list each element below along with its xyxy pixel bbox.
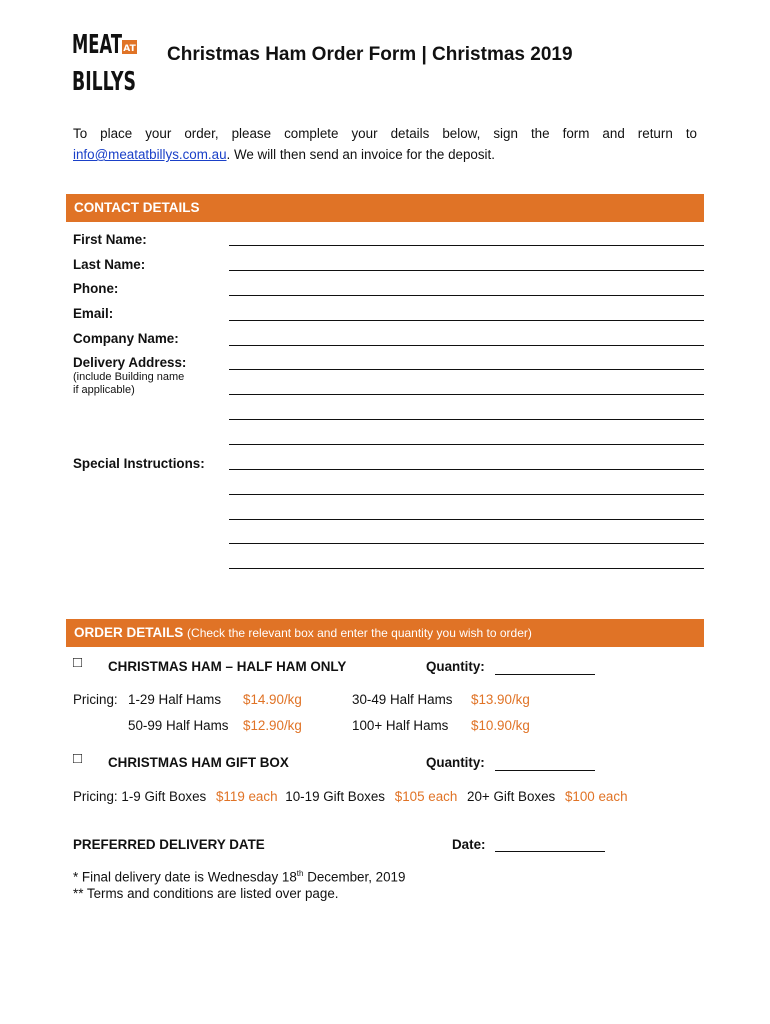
gift-box-quantity-field[interactable] — [495, 770, 595, 771]
gift-box-label: CHRISTMAS HAM GIFT BOX — [108, 755, 289, 770]
special-instructions-field-3[interactable] — [229, 519, 704, 520]
first-name-label: First Name: — [73, 232, 147, 247]
half-ham-quantity-label: Quantity: — [426, 659, 485, 674]
last-name-field[interactable] — [229, 270, 704, 271]
gift-box-price-1: $119 each — [215, 789, 278, 804]
email-link[interactable]: info@meatatbillys.com.au — [73, 147, 227, 162]
half-ham-pricing-label: Pricing: — [73, 692, 118, 707]
delivery-address-note — [73, 371, 184, 397]
meat-at-billys-logo — [72, 26, 138, 96]
half-ham-price-3: $12.90/kg — [243, 718, 302, 733]
delivery-address-field-2[interactable] — [229, 394, 704, 395]
intro-text-after: . We will then send an invoice for the deposit. — [226, 147, 495, 162]
special-instructions-label: Special Instructions: — [73, 456, 205, 471]
delivery-date-field[interactable] — [495, 851, 605, 852]
half-ham-tier-2: 30-49 Half Hams — [352, 692, 453, 707]
email-label: Email: — [73, 306, 114, 321]
half-ham-tier-4: 100+ Half Hams — [352, 718, 449, 733]
special-instructions-field-4[interactable] — [229, 543, 704, 544]
gift-box-pricing-row — [73, 789, 628, 804]
footnote-1-sup: th — [296, 869, 304, 878]
gift-box-price-2: $105 each — [394, 789, 458, 804]
form-title: Christmas Ham Order Form | Christmas 2019 — [167, 44, 573, 65]
svg-text:BILLYS: BILLYS — [72, 67, 136, 96]
delivery-note-line2: if applicable) — [73, 384, 135, 396]
footnote-terms: ** Terms and conditions are listed over page. — [73, 886, 339, 901]
date-label: Date: — [452, 837, 486, 852]
gift-box-checkbox[interactable]: □ — [73, 750, 83, 767]
footnote-1-before: * Final delivery date is Wednesday 18 — [73, 869, 297, 885]
email-field[interactable] — [229, 320, 704, 321]
gift-box-tier-1: 1-9 Gift Boxes — [121, 789, 207, 804]
half-ham-quantity-field[interactable] — [495, 674, 595, 675]
half-ham-checkbox[interactable]: □ — [73, 654, 83, 671]
half-ham-tier-3: 50-99 Half Hams — [128, 718, 229, 733]
order-details-header — [66, 619, 704, 647]
svg-text:AT: AT — [123, 44, 136, 54]
phone-field[interactable] — [229, 295, 704, 296]
half-ham-tier-1: 1-29 Half Hams — [128, 692, 222, 707]
delivery-address-field-4[interactable] — [229, 444, 704, 445]
special-instructions-field-1[interactable] — [229, 469, 704, 470]
half-ham-price-2: $13.90/kg — [471, 692, 530, 707]
gift-box-tier-3: 20+ Gift Boxes — [467, 789, 556, 804]
delivery-note-line1: (include Building name — [73, 371, 185, 383]
contact-details-header — [66, 194, 704, 222]
last-name-label: Last Name: — [73, 257, 146, 272]
order-details-title: ORDER DETAILS — [74, 625, 184, 640]
gift-box-price-3: $100 each — [564, 789, 628, 804]
phone-label: Phone: — [73, 281, 119, 296]
half-ham-price-1: $14.90/kg — [243, 692, 302, 707]
contact-details-title: CONTACT DETAILS — [74, 200, 200, 215]
order-details-note: (Check the relevant box and enter the quantity you wish to order) — [187, 626, 532, 640]
half-ham-label: CHRISTMAS HAM – HALF HAM ONLY — [108, 659, 347, 674]
company-name-label: Company Name: — [73, 331, 179, 346]
footnote-final-delivery — [73, 869, 405, 884]
preferred-delivery-date-label: PREFERRED DELIVERY DATE — [73, 837, 265, 852]
intro-text-before: To place your order, please complete your details below, sign the form and return to — [73, 126, 697, 141]
first-name-field[interactable] — [229, 245, 704, 246]
special-instructions-field-2[interactable] — [229, 494, 704, 495]
special-instructions-field-5[interactable] — [229, 568, 704, 569]
delivery-address-field-1[interactable] — [229, 369, 704, 370]
company-name-field[interactable] — [229, 345, 704, 346]
svg-text:MEAT: MEAT — [72, 30, 123, 60]
footnote-1-after: December, 2019 — [303, 869, 406, 885]
delivery-address-field-3[interactable] — [229, 419, 704, 420]
half-ham-price-4: $10.90/kg — [471, 718, 530, 733]
gift-box-quantity-label: Quantity: — [426, 755, 485, 770]
delivery-address-label: Delivery Address: — [73, 355, 187, 370]
intro-paragraph — [73, 123, 697, 165]
gift-box-pricing-label: Pricing: — [73, 789, 118, 804]
gift-box-tier-2: 10-19 Gift Boxes — [285, 789, 386, 804]
